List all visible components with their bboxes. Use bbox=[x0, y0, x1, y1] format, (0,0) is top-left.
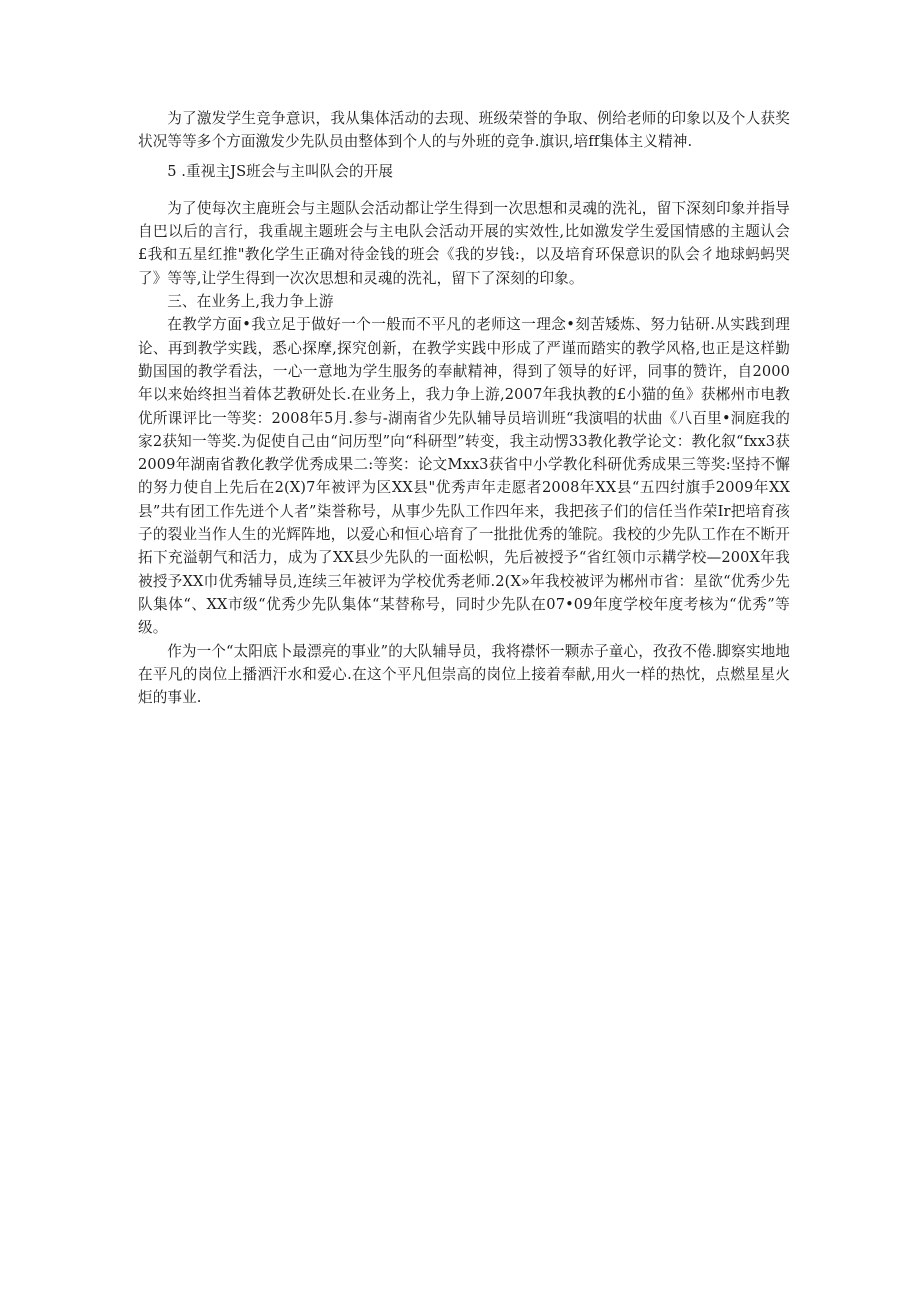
paragraph-conclusion: 作为一个“太阳底卜最漂亮的事业”的大队辅导员，我将襟怀一颗赤子童心，孜孜不倦.脚察实地地在平凡的岗位上播洒汗水和爱心.在这个平凡但崇高的岗位上接着奉献,用火一样的热忱，点燃星星火炬的事业. bbox=[138, 642, 790, 707]
paragraph-theme-meetings: 为了使每次主鹿班会与主题队会活动都让学生得到一次思想和灵魂的洗礼，留下深刻印象并指导自巴以后的言行，我重觇主题班会与主电队会活动开展的实效性,比如激发学生爱国情感的主题认会£我和五星红推"教化学生正确对待金钱的班会《我的岁钱:，以及培育环保意识的队会彳地球蚂蚂哭了》等等,让学生得到一次次思想和灵魂的洗礼，留下了深刻的印象。 bbox=[138, 199, 790, 287]
paragraph-teaching-achievements: 在教学方面•我立足于做好一个一般而不平凡的老师这一理念•刻苦矮炼、努力钻研.从实践到理论、再到教学实践，悉心探摩,探究创新，在教学实践中形成了严谨而踏实的教学风格,也正是这样勤勤国国的教学看法，一心一意地为学生服务的奉献精神，得到了领导的好评，同事的赞许，自2000年以来始终担当着体艺教研处长.在业务上，我力争上游,2007年我执教的£小猫的鱼》获郴州市电教优所课评比一等奖：2008年5月.参与-湖南省少先队辅导员培训班“我演唱的状曲《八百里•洞庭我的家2获知一等奖.为促使自己由“问历型”向“科研型”转变，我主动愣33教化教学论文：教化叙“fxx3获2009年湖南省教化教学优秀成果二:等奖：论文Mxx3获省中小学教化科研优秀成果三等奖:坚持不懈的努力使自上先后在2(X)7年被评为区XX县"优秀声年走愿者2008年XX县“五四纣旗手2009年XX县”共有团工作先迸个人者”柒誉称号，从事少先队工作四年来，我把孩子们的信任当作荣Ir把培育孩子的裂业当作人生的光辉阵地，以爱心和恒心培育了一批批优秀的雏院。我校的少先队工作在不断开拓下充溢朝气和活力，成为了XX县少先队的一面松帜，先后被授予“省红领巾示耩学校—200X年我被授予XX巾优秀辅导员,连续三年被评为学校优秀老师.2(X»年我校被评为郴州市省：星欲“优秀少先队集体“、XX市级“优秀少先队集体“某替称号，同时少先队在07•09年度学校年度考核为“优秀”等级。 bbox=[138, 316, 790, 637]
section-heading-theme-meetings: 5 .重视主JS班会与主叫队会的开展 bbox=[167, 162, 394, 180]
section-heading-professional-work: 三、在业务上,我力争上游 bbox=[167, 293, 334, 311]
document-body bbox=[138, 107, 790, 709]
paragraph-competition-awareness: 为了激发学生竞争意识，我从集体活动的去现、班级荣誉的争取、例给老师的印象以及个人获奖状况等等多个方面激发少先队员由整体到个人的与外班的竞争.旗识,培ff集体主义精神. bbox=[138, 110, 790, 151]
